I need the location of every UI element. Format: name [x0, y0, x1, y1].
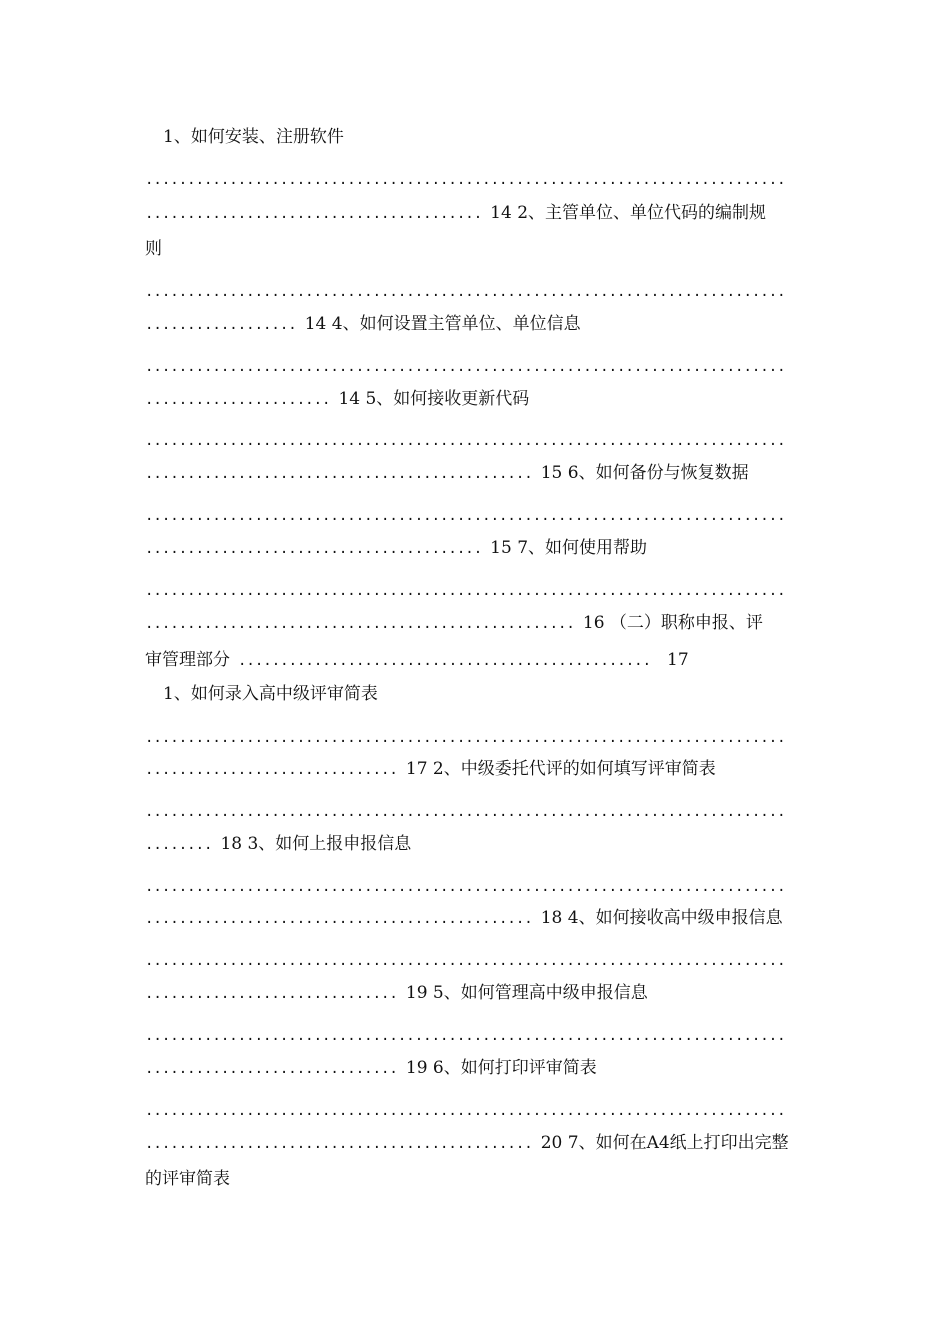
toc-entry-text: 审管理部分: [145, 650, 230, 670]
dot-leader: ............................................................................: [145, 730, 786, 746]
dot-leader: ............................................................................: [145, 284, 786, 300]
toc-entry-print-form: [145, 1055, 805, 1081]
dot-leader: ......................: [145, 392, 331, 408]
toc-entry-text: 20 7、如何在A4纸上打印出完整: [540, 1133, 789, 1153]
dot-leader: ..............................................: [145, 911, 533, 927]
dot-leader-line: [145, 947, 805, 973]
dot-leader: .................................................: [238, 653, 652, 669]
dot-leader-line: [145, 798, 805, 824]
toc-entry-wrap: [145, 236, 805, 262]
dot-leader: ..............................................: [145, 466, 533, 482]
dot-leader-line: [145, 724, 805, 750]
dot-leader: ............................................................................: [145, 879, 786, 895]
toc-entry-text: 的评审简表: [145, 1169, 230, 1189]
toc-entry-text: 1、如何安装、注册软件: [163, 127, 344, 147]
dot-leader-line: [145, 1097, 805, 1123]
dot-leader: ........................................: [145, 206, 483, 222]
toc-entry-text: 18 4、如何接收高中级申报信息: [540, 908, 783, 928]
toc-entry-unit-code-rules: [145, 200, 805, 226]
toc-entry-page: 17: [667, 650, 689, 670]
toc-entry-text: 14 5、如何接收更新代码: [338, 389, 530, 409]
toc-entry-text: 14 4、如何设置主管单位、单位信息: [304, 314, 581, 334]
dot-leader: ............................................................................: [145, 172, 786, 188]
toc-entry-section-2-wrap: [145, 647, 805, 673]
dot-leader: ............................................................................: [145, 1028, 786, 1044]
dot-leader: ..............................................: [145, 1136, 533, 1152]
dot-leader: ..................: [145, 317, 297, 333]
toc-entry-text: 1、如何录入高中级评审简表: [163, 684, 378, 704]
toc-entry-text: 17 2、中级委托代评的如何填写评审简表: [405, 759, 716, 779]
dot-leader: ............................................................................: [145, 804, 786, 820]
dot-leader: ............................................................................: [145, 953, 786, 969]
toc-entry-section-2: [145, 610, 805, 636]
dot-leader: ..............................: [145, 986, 398, 1002]
dot-leader: ..............................: [145, 1061, 398, 1077]
toc-entry-text: 16 （二）职称申报、评: [582, 613, 763, 633]
toc-entry-text: 14 2、主管单位、单位代码的编制规: [490, 203, 767, 223]
dot-leader: ...................................................: [145, 616, 575, 632]
toc-entry-install-register: [163, 124, 803, 150]
toc-entry-enter-review-form: [163, 681, 803, 707]
toc-entry-manage-info: [145, 980, 805, 1006]
dot-leader: ........................................: [145, 541, 483, 557]
toc-entry-wrap: [145, 1166, 805, 1192]
dot-leader-line: [145, 1022, 805, 1048]
toc-entry-receive-info: [145, 905, 805, 931]
toc-entry-text: 19 5、如何管理高中级申报信息: [405, 983, 648, 1003]
dot-leader-line: [145, 873, 805, 899]
toc-entry-print-a4: [145, 1130, 805, 1156]
dot-leader-line: [145, 427, 805, 453]
dot-leader-line: [145, 353, 805, 379]
dot-leader: ............................................................................: [145, 508, 786, 524]
dot-leader: ............................................................................: [145, 1103, 786, 1119]
toc-entry-submit-info: [145, 831, 805, 857]
dot-leader-line: [145, 502, 805, 528]
toc-entry-text: 19 6、如何打印评审简表: [405, 1058, 597, 1078]
toc-entry-commissioned-review: [145, 756, 805, 782]
toc-entry-text: 15 7、如何使用帮助: [490, 538, 648, 558]
toc-entry-text: 则: [145, 239, 162, 259]
dot-leader-line: [145, 278, 805, 304]
dot-leader: ............................................................................: [145, 433, 786, 449]
dot-leader: ............................................................................: [145, 359, 786, 375]
toc-entry-text: 15 6、如何备份与恢复数据: [540, 463, 749, 483]
dot-leader-line: [145, 577, 805, 603]
dot-leader: ..............................: [145, 762, 398, 778]
dot-leader: ............................................................................: [145, 583, 786, 599]
toc-entry-text: 18 3、如何上报申报信息: [220, 834, 412, 854]
toc-entry-set-unit-info: [145, 311, 805, 337]
dot-leader-line: [145, 166, 805, 192]
toc-entry-backup-restore: [145, 460, 805, 486]
dot-leader: ........: [145, 837, 213, 853]
toc-entry-use-help: [145, 535, 805, 561]
toc-entry-receive-update-code: [145, 386, 805, 412]
